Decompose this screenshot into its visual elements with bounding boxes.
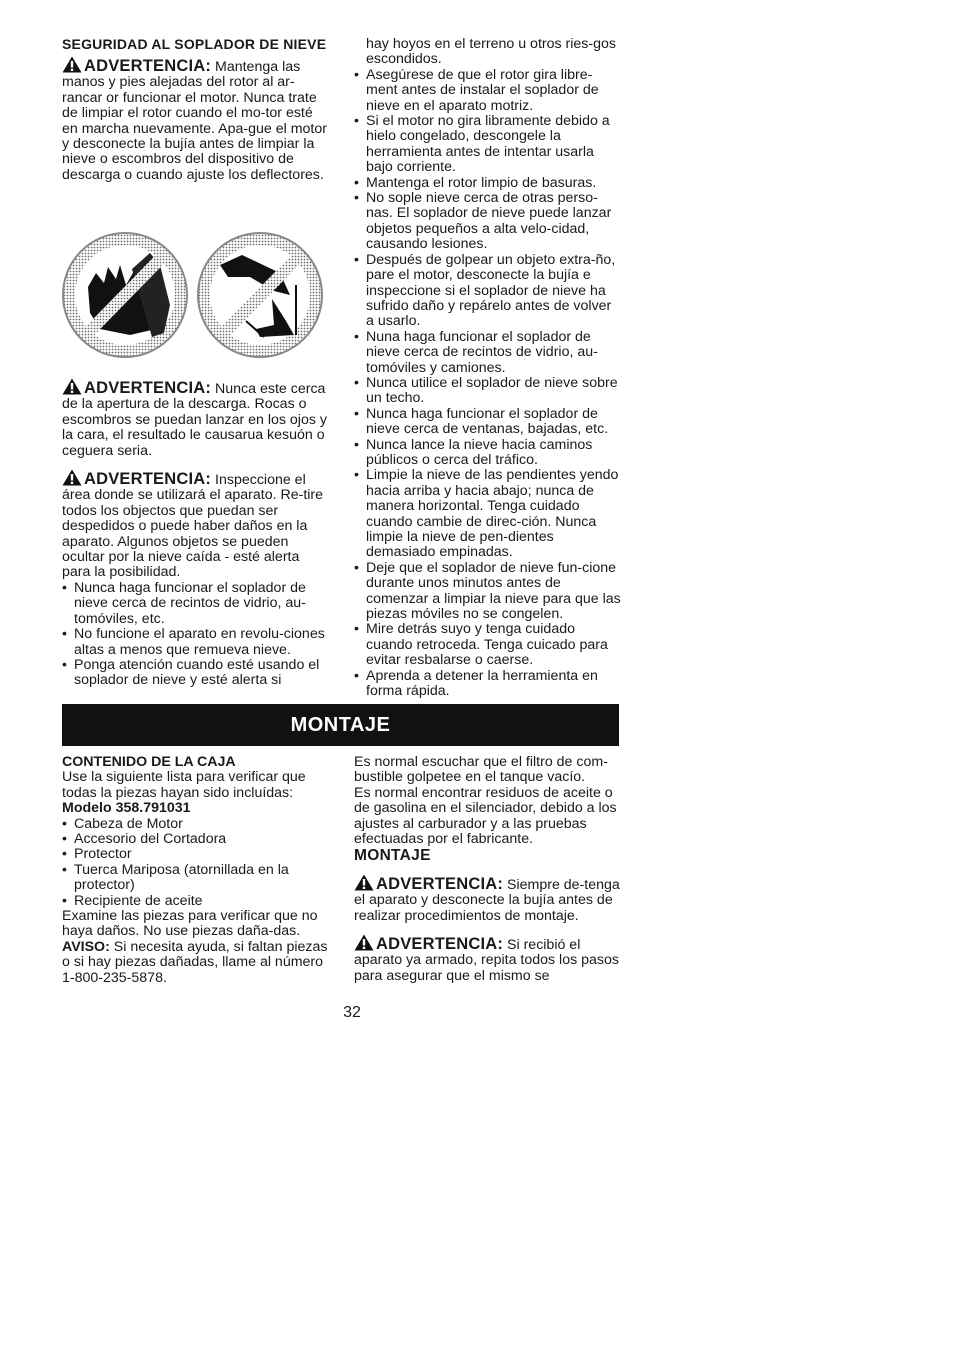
right-column [354,37,622,699]
box-intro: Use la siguiente lista para verificar que todas la piezas hayan sido incluídas: [62,769,306,801]
list-item: • Accesorio del Cortadora [62,832,328,847]
list-item: • Asegúrese de que el rotor gira libre-ment antes de instalar el soplador de nieve en el aparato motriz. [354,68,622,114]
no-hands-icon [63,233,187,357]
list-item: • No funcione el aparato en revolu-ciones altas a menos que remueva nieve. [62,627,328,658]
model-number: Modelo 358.791031 [62,800,191,817]
fuel-filter-note: Es normal escuchar que el filtro de com-bustible golpetee en el tanque vacío. [354,754,608,786]
warning-triangle-icon [62,56,82,73]
section-title-bar: MONTAJE [62,704,619,746]
list-item: • Protector [62,847,328,862]
left-column-lower [62,378,328,689]
right-bullet-list [354,68,622,700]
list-item: • Aprenda a detener la herramienta en forma rápida. [354,669,622,700]
list-item: • No sople nieve cerca de otras perso-nas. El soplador de nieve puede lanzar objetos pequeños a alta velo-cidad, causando lesiones. [354,191,622,253]
warning-triangle-icon [62,469,82,486]
warning-triangle-icon [354,874,374,891]
list-item: • Mantenga el rotor limpio de basuras. [354,176,622,191]
residue-note: Es normal encontrar residuos de aceite o de gasolina en el silenciador, debido a los ajustes al carburador y a las pruebas efectuadas por el fabricante. [354,784,617,848]
list-item: • Nunca lance la nieve hacia caminos públicos o cerca del tráfico. [354,438,622,469]
section-heading: SEGURIDAD AL SOPLADOR DE NIEVE [62,36,327,52]
left-bullet-list [62,581,328,689]
no-feet-icon [198,233,322,357]
warning-preassembled: ADVERTENCIA: Si recibió el aparato ya armado, repita todos los pasos para asegurar que el mismo se [354,935,619,984]
list-item: • Nunca haga funcionar el soplador de nieve cerca de ventanas, bajadas, etc. [354,407,622,438]
list-item: • Deje que el soplador de nieve fun-cione durante unos minutos antes de comenzar a limpiar la nieve para que las piezas móviles no se congelen. [354,561,622,623]
box-contents-heading: CONTENIDO DE LA CAJA [62,754,236,770]
list-item: • Cabeza de Motor [62,817,328,832]
warning-triangle-icon [354,934,374,951]
left-column [62,37,328,183]
warning-triangle-icon [62,378,82,395]
list-item: • Después de golpear un objeto extra-ño, pare el motor, desconecte la bujía e inspeccione si el soplador de nieve ha sufrido daño y repárelo antes de volver a usarlo. [354,253,622,330]
assembly-subheading: MONTAJE [354,847,431,865]
aviso-text: AVISO: Si necesita ayuda, si faltan piezas o si hay piezas dañadas, llame al número 1-800-235-5878. [62,938,328,986]
warning-stop-unit: ADVERTENCIA: Siempre de-tenga el aparato y desconecte la bujía antes de realizar procedimientos de montaje. [354,874,620,924]
list-item: • Ponga atención cuando esté usando el soplador de nieve y esté alerta si [62,658,328,689]
list-item: • Nunca haga funcionar el soplador de nieve cerca de recintos de vidrio, au-tomóviles, etc. [62,581,328,627]
warning-rotor: ADVERTENCIA: Mantenga las manos y pies alejadas del rotor al ar-rancar or funcionar el motor. Nunca trate de limpiar el rotor cuando el mo-tor esté en marcha nuevamente. Apa-gue el motor y desconecte la bujía antes de limpiar la nieve o escombros del dispositivo de descarga o cuando ajuste los deflectores. [62,57,327,183]
list-item: • Si el motor no gira libramente debido a hielo congelado, descongele la herramienta antes de intentar usarla bajo corriente. [354,114,622,176]
list-item: • Recipiente de aceite [62,894,328,909]
page-number: 32 [343,1004,361,1021]
warning-discharge: ADVERTENCIA: Nunca este cerca de la apertura de la descarga. Rocas o escombros se puedan lanzar en los ojos y la cara, el resultado le causarua kesuón o ceguera seria. [62,379,327,459]
list-item: • Nunca utilice el soplador de nieve sobre un techo. [354,376,622,407]
box-items-list [62,817,328,909]
continued-text: hay hoyos en el terreno u otros ries-gos escondidos. [366,36,616,68]
list-item: • Mire detrás suyo y tenga cuidado cuando retroceda. Tenga cuicado para evitar resbalarse o caerse. [354,622,622,668]
warning-inspect-area: ADVERTENCIA: Inspeccione el área donde se utilizará el aparato. Re-tire todos los objectos que puedan ser despedidos o puede haber daños en la aparato. Algunos objetos se pueden ocultar por la nieve caída - esté alerta para la posibilidad. [62,470,324,581]
box-contents-column [62,755,328,986]
list-item: • Tuerca Mariposa (atornillada en la protector) [62,863,328,894]
prohibition-illustration [60,225,326,365]
assembly-column [354,755,622,984]
examine-text: Examine las piezas para verificar que no haya daños. No use piezas daña-das. [62,908,318,940]
list-item: • Nuna haga funcionar el soplador de nieve cerca de recintos de vidrio, au-tomóviles y camiones. [354,330,622,376]
list-item: • Limpie la nieve de las pendientes yendo hacia arriba y hacia abajo; nunca de manera horizontal. Tenga cuidado cuando cambie de direc-ción. Nunca limpie la nieve de pen-dientes demasiado empinadas. [354,468,622,560]
